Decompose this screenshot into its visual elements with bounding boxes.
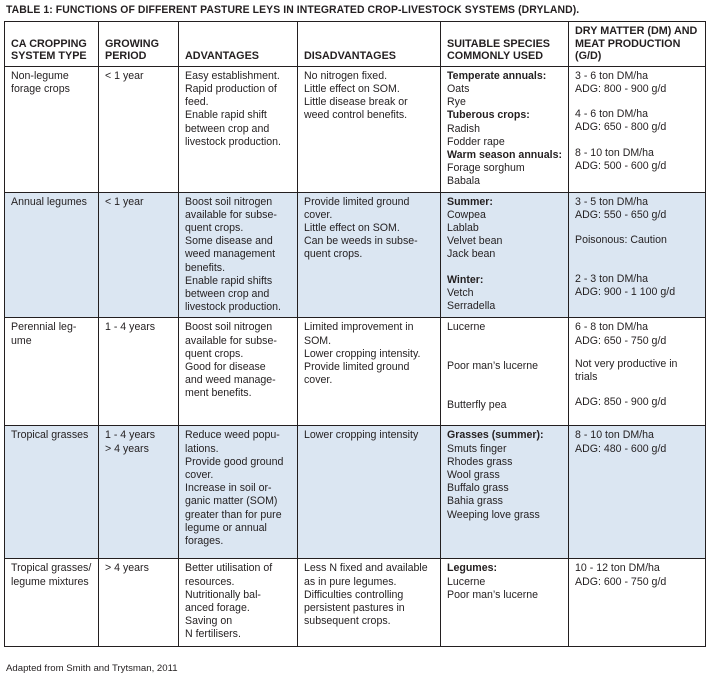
cell-advantages-line: between crop and: [185, 122, 270, 135]
cell-disadvantages-line: cover.: [304, 208, 333, 221]
cell-production-line: Poisonous: Caution: [575, 234, 667, 247]
cell-advantages-line: greater than for pure: [185, 508, 282, 521]
cell-disadvantages-line: weed control benefits.: [304, 109, 408, 122]
cell-disadvantages-line: Can be weeds in subse-: [304, 235, 418, 248]
cell-suitable-species-line: Temperate annuals:: [447, 69, 547, 82]
cell-suitable-species: [441, 559, 569, 647]
cell-system-type: [5, 66, 99, 192]
cell-production-line: ADG: 800 - 900 g/d: [575, 82, 667, 95]
cell-suitable-species-line: Lucerne: [447, 321, 486, 334]
cell-growing-period: [99, 426, 179, 559]
cell-disadvantages-line: No nitrogen fixed.: [304, 69, 388, 82]
cell-suitable-species: [441, 192, 569, 318]
cell-suitable-species: [441, 66, 569, 192]
cell-advantages-line: anced forage.: [185, 602, 250, 615]
cell-production-line: 3 - 6 ton DM/ha: [575, 69, 649, 82]
header-row: [5, 22, 706, 67]
cell-advantages-line: Provide good ground: [185, 455, 284, 468]
cell-disadvantages-line: quent crops.: [304, 248, 363, 261]
cell-advantages-line: forages.: [185, 535, 224, 548]
cell-production-line: 2 - 3 ton DM/ha: [575, 273, 649, 286]
header-dry-matter-production: DRY MATTER (DM) AND MEAT PRODUCTION (G/D): [569, 22, 706, 67]
table-title: TABLE 1: FUNCTIONS OF DIFFERENT PASTURE LEYS IN INTEGRATED CROP-LIVESTOCK SYSTEMS (DRYLAND).: [6, 4, 580, 16]
cell-production-line: ADG: 850 - 900 g/d: [575, 396, 667, 409]
cell-production-line: ADG: 900 - 1 100 g/d: [575, 286, 676, 299]
cell-disadvantages-line: Difficulties controlling: [304, 588, 404, 601]
cell-system-type-line: Tropical grasses: [11, 429, 89, 442]
header-suitable-species: SUITABLE SPECIES COMMONLY USED: [441, 22, 569, 67]
cell-system-type-line: Tropical grasses/: [11, 562, 92, 575]
cell-production: [569, 192, 706, 318]
cell-advantages-line: legume or annual: [185, 521, 267, 534]
cell-advantages-line: Saving on: [185, 615, 233, 628]
cell-advantages-line: between crop and: [185, 288, 270, 301]
cell-disadvantages: [298, 318, 441, 426]
cell-advantages-line: Enable rapid shifts: [185, 274, 273, 287]
cell-production-line: ADG: 550 - 650 g/d: [575, 208, 667, 221]
cell-disadvantages: [298, 426, 441, 559]
cell-disadvantages-line: persistent pastures in: [304, 602, 405, 615]
cell-suitable-species-line: Serradella: [447, 300, 496, 313]
cell-advantages-line: quent crops.: [185, 347, 244, 360]
cell-suitable-species-line: Winter:: [447, 273, 484, 286]
cell-advantages-line: Good for disease: [185, 361, 266, 374]
cell-production-line: 8 - 10 ton DM/ha: [575, 146, 654, 159]
cell-advantages-line: ganic matter (SOM): [185, 495, 278, 508]
cell-suitable-species: [441, 318, 569, 426]
cell-production: [569, 66, 706, 192]
cell-production-line: ADG: 600 - 750 g/d: [575, 575, 667, 588]
cell-production-line: trials: [575, 371, 598, 384]
cell-growing-period: [99, 66, 179, 192]
cell-suitable-species-line: Wool grass: [447, 469, 500, 482]
cell-production-line: Not very productive in: [575, 357, 678, 370]
cell-suitable-species-line: Weeping love grass: [447, 508, 540, 521]
source-note: Adapted from Smith and Trytsman, 2011: [6, 663, 178, 674]
table-row: [5, 559, 706, 647]
cell-advantages-line: Enable rapid shift: [185, 109, 267, 122]
cell-advantages-line: available for subse-: [185, 208, 277, 221]
cell-growing-period-line: < 1 year: [105, 195, 144, 208]
cell-advantages-line: Better utilisation of: [185, 562, 273, 575]
cell-advantages-line: Some disease and: [185, 235, 273, 248]
cell-suitable-species-line: Vetch: [447, 286, 474, 299]
cell-production-line: 6 - 8 ton DM/ha: [575, 321, 649, 334]
cell-growing-period-line: > 4 years: [105, 442, 149, 455]
cell-disadvantages-line: Little effect on SOM.: [304, 222, 400, 235]
cell-suitable-species-line: Butterfly pea: [447, 398, 507, 411]
cell-production-line: 10 - 12 ton DM/ha: [575, 562, 660, 575]
cell-advantages-line: Rapid production of: [185, 82, 277, 95]
cell-suitable-species-line: [447, 262, 562, 274]
cell-production: [569, 426, 706, 559]
cell-suitable-species-line: Babala: [447, 175, 480, 188]
cell-disadvantages: [298, 192, 441, 318]
cell-disadvantages-line: Little disease break or: [304, 96, 408, 109]
cell-advantages-line: cover.: [185, 469, 214, 482]
cell-advantages: [179, 426, 298, 559]
cell-system-type: [5, 192, 99, 318]
cell-suitable-species-line: Oats: [447, 82, 470, 95]
cell-production-line: [575, 135, 699, 147]
cell-disadvantages-line: Limited improvement in: [304, 321, 414, 334]
cell-suitable-species-line: Jack bean: [447, 248, 496, 261]
cell-advantages-line: livestock production.: [185, 135, 281, 148]
cell-production-line: ADG: 650 - 800 g/d: [575, 121, 667, 134]
cell-production-line: [575, 384, 699, 396]
cell-disadvantages-line: Little effect on SOM.: [304, 82, 400, 95]
cell-production: [569, 559, 706, 647]
cell-system-type-line: forage crops: [11, 82, 70, 95]
cell-disadvantages-line: subsequent crops.: [304, 615, 391, 628]
cell-production-line: [575, 348, 699, 358]
cell-growing-period: [99, 192, 179, 318]
cell-advantages-line: feed.: [185, 96, 209, 109]
cell-growing-period-line: > 4 years: [105, 562, 149, 575]
cell-disadvantages-line: SOM.: [304, 334, 332, 347]
cell-suitable-species-line: Radish: [447, 122, 480, 135]
cell-suitable-species-line: Buffalo grass: [447, 482, 509, 495]
cell-advantages-line: Boost soil nitrogen: [185, 321, 273, 334]
table-row: [5, 66, 706, 192]
cell-advantages-line: lations.: [185, 442, 219, 455]
cell-disadvantages-line: Lower cropping intensity.: [304, 347, 421, 360]
cell-production-line: ADG: 480 - 600 g/d: [575, 442, 667, 455]
cell-suitable-species-line: Poor man’s lucerne: [447, 359, 539, 372]
cell-production-line: 3 - 5 ton DM/ha: [575, 195, 649, 208]
cell-suitable-species-line: Lablab: [447, 222, 479, 235]
pasture-leys-table: [4, 21, 706, 647]
cell-suitable-species-line: Tuberous crops:: [447, 109, 530, 122]
cell-suitable-species: [441, 426, 569, 559]
cell-system-type-line: Annual legumes: [11, 195, 87, 208]
cell-advantages-line: Increase in soil or-: [185, 482, 272, 495]
cell-suitable-species-line: Velvet bean: [447, 235, 503, 248]
cell-disadvantages-line: as in pure legumes.: [304, 575, 397, 588]
cell-suitable-species-line: Fodder rape: [447, 135, 505, 148]
cell-system-type-line: Perennial leg-: [11, 321, 77, 334]
cell-system-type: [5, 426, 99, 559]
cell-advantages-line: weed management: [185, 248, 276, 261]
cell-system-type-line: ume: [11, 334, 32, 347]
cell-growing-period-line: 1 - 4 years: [105, 429, 156, 442]
cell-advantages-line: N fertilisers.: [185, 628, 241, 641]
cell-advantages-line: Reduce weed popu-: [185, 429, 280, 442]
cell-disadvantages-line: Less N fixed and available: [304, 562, 428, 575]
cell-suitable-species-line: Forage sorghum: [447, 162, 525, 175]
cell-production-line: [575, 222, 699, 234]
header-advantages: ADVANTAGES: [179, 22, 298, 67]
cell-system-type-line: Non-legume: [11, 69, 69, 82]
cell-advantages: [179, 318, 298, 426]
cell-advantages: [179, 192, 298, 318]
table-row: [5, 192, 706, 318]
cell-advantages: [179, 559, 298, 647]
cell-advantages-line: livestock production.: [185, 301, 281, 314]
cell-advantages-line: Easy establishment.: [185, 69, 280, 82]
cell-suitable-species-line: Poor man’s lucerne: [447, 588, 539, 601]
cell-disadvantages-line: cover.: [304, 374, 333, 387]
cell-disadvantages-line: Lower cropping intensity: [304, 429, 419, 442]
cell-advantages-line: quent crops.: [185, 222, 244, 235]
cell-suitable-species-line: [447, 373, 562, 399]
cell-suitable-species-line: [447, 335, 562, 360]
cell-production-line: ADG: 500 - 600 g/d: [575, 159, 667, 172]
cell-production-line: 8 - 10 ton DM/ha: [575, 429, 654, 442]
cell-suitable-species-line: Lucerne: [447, 575, 486, 588]
cell-suitable-species-line: Grasses (summer):: [447, 429, 544, 442]
cell-disadvantages-line: Provide limited ground: [304, 195, 410, 208]
table-row: [5, 426, 706, 559]
cell-system-type: [5, 318, 99, 426]
table-row: [5, 318, 706, 426]
cell-advantages-line: available for subse-: [185, 334, 277, 347]
cell-system-type-line: legume mixtures: [11, 575, 89, 588]
cell-growing-period: [99, 318, 179, 426]
cell-suitable-species-line: Rye: [447, 96, 466, 109]
cell-advantages-line: and weed manage-: [185, 374, 276, 387]
header-system-type: CA CROPPING SYSTEM TYPE: [5, 22, 99, 67]
cell-advantages: [179, 66, 298, 192]
cell-production-line: 4 - 6 ton DM/ha: [575, 108, 649, 121]
cell-advantages-line: Boost soil nitrogen: [185, 195, 273, 208]
cell-production: [569, 318, 706, 426]
cell-disadvantages-line: Provide limited ground: [304, 361, 410, 374]
cell-suitable-species-line: Smuts finger: [447, 442, 507, 455]
cell-suitable-species-line: Summer:: [447, 195, 493, 208]
cell-suitable-species-line: Cowpea: [447, 208, 486, 221]
cell-advantages-line: ment benefits.: [185, 387, 252, 400]
cell-advantages-line: resources.: [185, 575, 235, 588]
cell-production-line: [575, 96, 699, 108]
cell-system-type: [5, 559, 99, 647]
cell-growing-period-line: 1 - 4 years: [105, 321, 156, 334]
cell-advantages-line: Nutritionally bal-: [185, 588, 261, 601]
cell-suitable-species-line: Bahia grass: [447, 495, 503, 508]
cell-disadvantages: [298, 66, 441, 192]
cell-suitable-species-line: Legumes:: [447, 562, 498, 575]
cell-growing-period-line: < 1 year: [105, 69, 144, 82]
cell-production-line: [575, 247, 699, 273]
cell-advantages-line: benefits.: [185, 261, 226, 274]
cell-suitable-species-line: Rhodes grass: [447, 455, 513, 468]
cell-suitable-species-line: Warm season annuals:: [447, 149, 562, 161]
cell-growing-period: [99, 559, 179, 647]
header-disadvantages: DISADVANTAGES: [298, 22, 441, 67]
cell-production-line: ADG: 650 - 750 g/d: [575, 334, 667, 347]
header-growing-period: GROWING PERIOD: [99, 22, 179, 67]
cell-disadvantages: [298, 559, 441, 647]
